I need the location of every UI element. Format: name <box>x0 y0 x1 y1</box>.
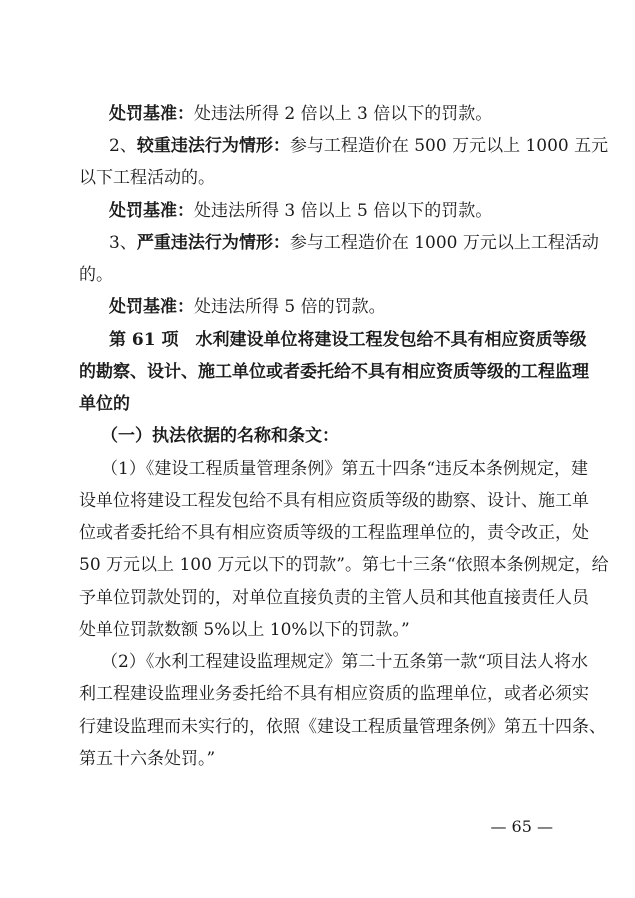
text-line: （2）《水利工程建设监理规定》第二十五条第一款“项目法人将水 <box>101 652 589 672</box>
text-line: 处罚基准：处违法所得 3 倍以上 5 倍以下的罚款。 <box>109 201 493 221</box>
subsection-heading: （一）执法依据的名称和条文： <box>101 426 339 446</box>
text-line: 利工程建设监理业务委托给不具有相应资质的监理单位，或者必须实 <box>79 684 589 704</box>
text-line: 予单位罚款处罚的，对单位直接负责的主管人员和其他直接责任人员 <box>79 588 589 608</box>
text-line: 行建设监理而未实行的，依照《建设工程质量管理条例》第五十四条、 <box>79 717 606 737</box>
text-line: （1）《建设工程质量管理条例》第五十四条“违反本条例规定，建 <box>101 459 589 479</box>
text-line: 的。 <box>79 265 113 285</box>
text-line: 第五十六条处罚。” <box>79 749 216 769</box>
text-line: 设单位将建设工程发包给不具有相应资质等级的勘察、设计、施工单 <box>79 491 589 511</box>
text-line: 3、严重违法行为情形：参与工程造价在 1000 万元以上工程活动 <box>109 233 599 253</box>
text-line: 50 万元以上 100 万元以下的罚款”。第七十三条“依照本条例规定，给 <box>79 555 609 575</box>
section-heading: 的勘察、设计、施工单位或者委托给不具有相应资质等级的工程监理 <box>79 362 589 382</box>
page-number: — 65 — <box>490 817 553 836</box>
text-line: 以下工程活动的。 <box>79 168 215 188</box>
section-heading: 单位的 <box>79 394 130 414</box>
text-line: 处罚基准：处违法所得 2 倍以上 3 倍以下的罚款。 <box>109 104 493 124</box>
text-line: 处单位罚款数额 5%以上 10%以下的罚款。” <box>79 620 410 640</box>
text-line: 处罚基准：处违法所得 5 倍的罚款。 <box>109 297 386 317</box>
text-line: 2、较重违法行为情形：参与工程造价在 500 万元以上 1000 五元 <box>109 136 609 156</box>
section-heading: 第 61 项 水利建设单位将建设工程发包给不具有相应资质等级 <box>109 330 587 350</box>
text-line: 位或者委托给不具有相应资质等级的工程监理单位的，责令改正，处 <box>79 523 589 543</box>
